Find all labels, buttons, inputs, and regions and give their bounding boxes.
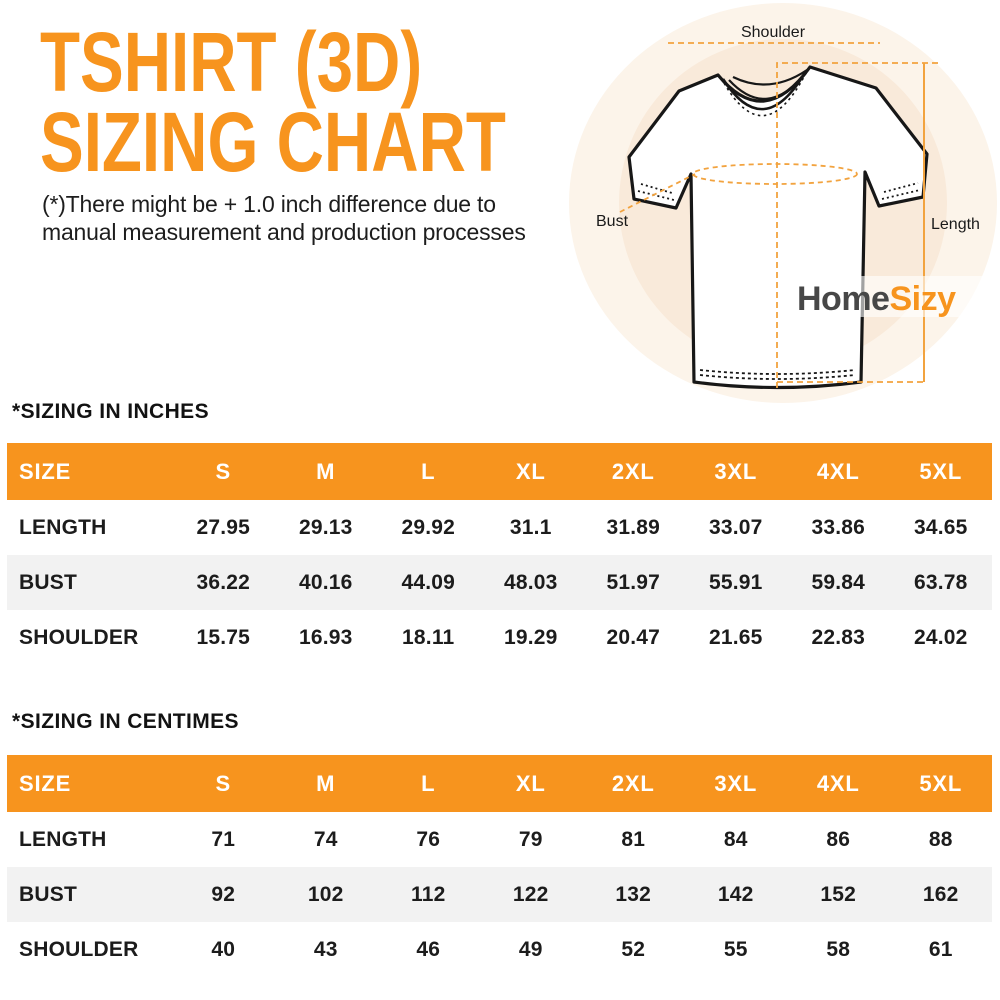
disclaimer-note: [42, 190, 526, 246]
value-cell: 48.03: [503, 570, 558, 594]
table-header-row: [7, 443, 992, 500]
value-cell: 29.92: [401, 515, 456, 539]
value-cell: 86: [826, 827, 851, 851]
size-header-l: L: [421, 458, 436, 484]
inches-section-heading: *SIZING IN INCHES: [12, 400, 209, 423]
value-cell: 152: [820, 882, 857, 906]
size-header-s: S: [215, 458, 231, 484]
value-cell: 18.11: [402, 625, 455, 649]
size-header-2xl: 2XL: [611, 458, 655, 484]
sizing-table-centimeters: [7, 755, 992, 977]
value-cell: 59.84: [811, 570, 866, 594]
row-label: LENGTH: [19, 515, 107, 539]
value-cell: 112: [411, 882, 446, 906]
row-label: LENGTH: [19, 827, 107, 851]
page-title-line-1: TSHIRT (3D): [40, 15, 423, 109]
value-cell: 81: [621, 827, 646, 851]
value-cell: 34.65: [913, 515, 968, 539]
value-cell: 27.95: [196, 515, 251, 539]
page-title: [40, 15, 506, 189]
value-cell: 63.78: [913, 570, 968, 594]
brand-logo: [797, 280, 956, 318]
value-cell: 40: [211, 937, 236, 961]
size-header-l: L: [421, 770, 436, 796]
sizing-table-inches: [7, 443, 992, 665]
size-header-4xl: 4XL: [816, 770, 860, 796]
logo-sizy-text: Sizy: [889, 280, 956, 318]
value-cell: 142: [717, 882, 754, 906]
size-header-3xl: 3XL: [714, 458, 758, 484]
value-cell: 15.75: [196, 625, 251, 649]
size-header-xl: XL: [515, 770, 546, 796]
value-cell: 31.1: [509, 515, 552, 539]
value-cell: 49: [518, 937, 543, 961]
value-cell: 132: [615, 882, 652, 906]
measurement-row-shoulder: [7, 610, 992, 665]
value-cell: 122: [512, 882, 549, 906]
value-cell: 76: [416, 827, 441, 851]
value-cell: 162: [922, 882, 959, 906]
value-cell: 21.65: [708, 625, 763, 649]
value-cell: 31.89: [606, 515, 661, 539]
value-cell: 92: [211, 882, 236, 906]
value-cell: 55.91: [708, 570, 763, 594]
logo-home-text: Home: [797, 280, 890, 318]
value-cell: 43: [313, 937, 338, 961]
value-cell: 46: [416, 937, 441, 961]
value-cell: 33.86: [811, 515, 866, 539]
value-cell: 74: [313, 827, 338, 851]
disclaimer-line-1: (*)There might be + 1.0 inch difference due to: [42, 191, 496, 217]
size-header-5xl: 5XL: [919, 458, 963, 484]
page-title-line-2: SIZING CHART: [40, 95, 506, 189]
size-header-3xl: 3XL: [714, 770, 758, 796]
measurement-row-shoulder: [7, 922, 992, 977]
value-cell: 19.29: [503, 625, 558, 649]
value-cell: 52: [621, 937, 646, 961]
value-cell: 44.09: [401, 570, 456, 594]
disclaimer-line-2: manual measurement and production processes: [42, 219, 526, 245]
length-label: Length: [931, 216, 980, 233]
size-header-m: M: [316, 458, 336, 484]
value-cell: 71: [211, 827, 236, 851]
row-label: BUST: [19, 570, 77, 594]
size-header-xl: XL: [515, 458, 546, 484]
size-header-4xl: 4XL: [816, 458, 860, 484]
row-label: SHOULDER: [19, 625, 139, 649]
row-label: BUST: [19, 882, 77, 906]
value-cell: 36.22: [196, 570, 251, 594]
value-cell: 79: [518, 827, 543, 851]
measurement-row-bust: [7, 867, 992, 922]
value-cell: 102: [307, 882, 344, 906]
size-column-header: SIZE: [19, 770, 72, 796]
row-label: SHOULDER: [19, 937, 139, 961]
value-cell: 40.16: [298, 570, 353, 594]
size-header-s: S: [215, 770, 231, 796]
size-column-header: SIZE: [19, 458, 72, 484]
value-cell: 33.07: [708, 515, 763, 539]
value-cell: 22.83: [811, 625, 866, 649]
value-cell: 29.13: [298, 515, 353, 539]
value-cell: 16.93: [298, 625, 353, 649]
value-cell: 20.47: [606, 625, 661, 649]
measurement-row-length: [7, 500, 992, 555]
size-header-m: M: [316, 770, 336, 796]
bust-label: Bust: [596, 213, 629, 230]
value-cell: 58: [826, 937, 851, 961]
size-header-2xl: 2XL: [611, 770, 655, 796]
centimeters-section-heading: *SIZING IN CENTIMES: [12, 710, 239, 733]
table-header-row: [7, 755, 992, 812]
shoulder-label: Shoulder: [740, 24, 806, 41]
measurement-row-bust: [7, 555, 992, 610]
value-cell: 84: [723, 827, 748, 851]
size-header-5xl: 5XL: [919, 770, 963, 796]
value-cell: 88: [928, 827, 953, 851]
value-cell: 61: [928, 937, 953, 961]
measurement-row-length: [7, 812, 992, 867]
value-cell: 51.97: [606, 570, 661, 594]
value-cell: 24.02: [913, 625, 968, 649]
value-cell: 55: [723, 937, 748, 961]
